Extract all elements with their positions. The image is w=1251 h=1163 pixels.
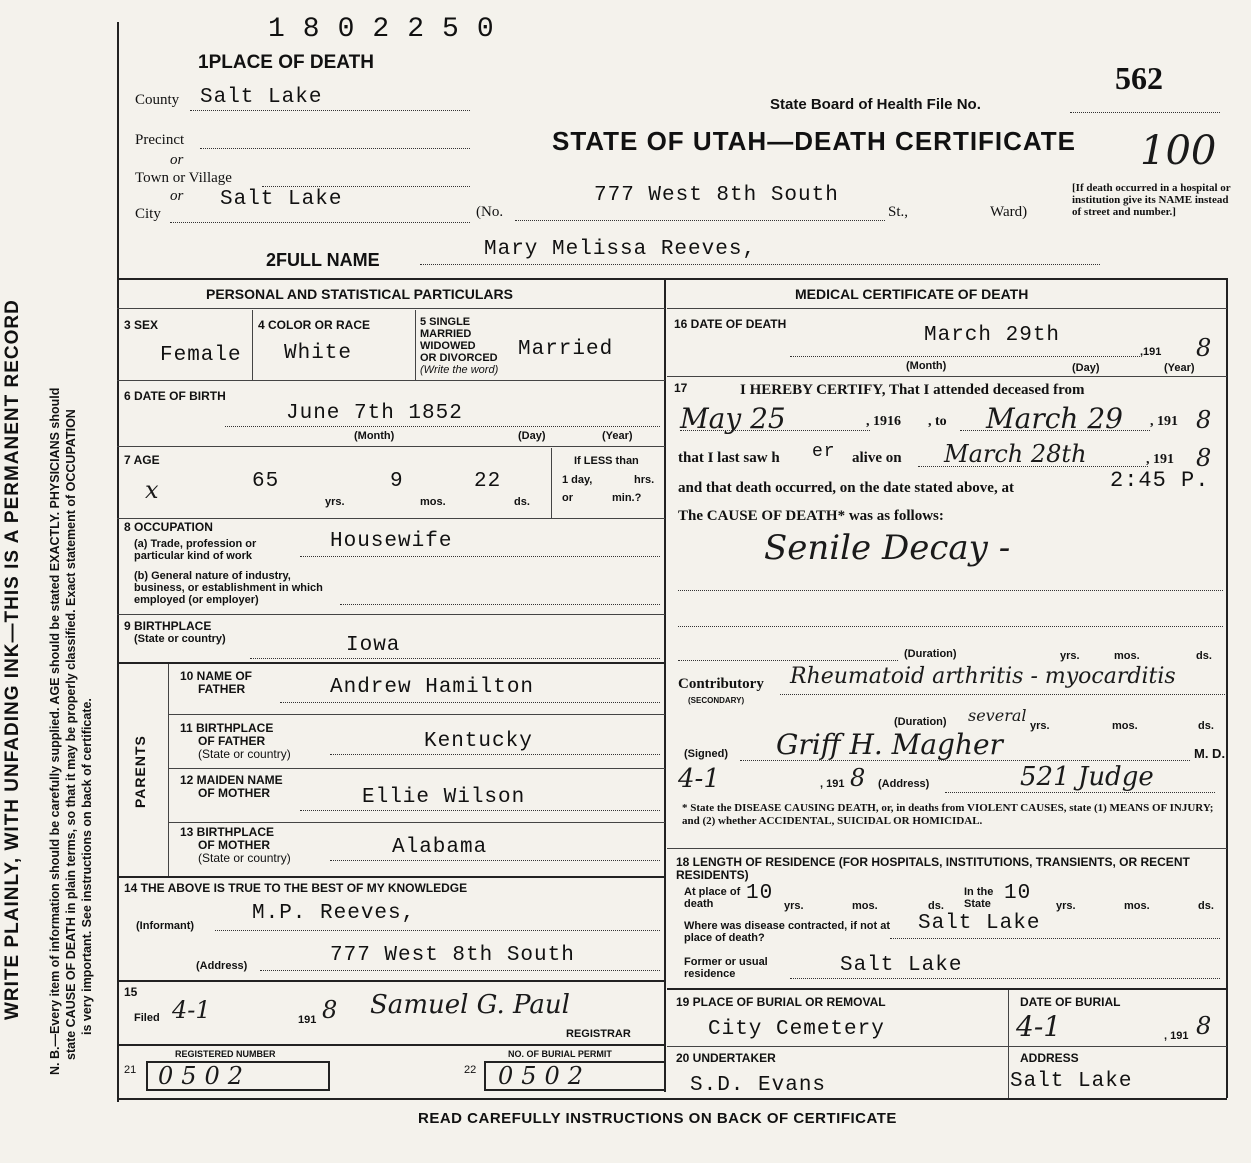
occupation-b-label: (b) General nature of industry, business, or establishment in which employed (or employer) bbox=[134, 570, 323, 606]
registrar-signature: Samuel G. Paul bbox=[370, 990, 570, 1020]
handwritten-number: 100 bbox=[1140, 128, 1217, 174]
residence-label: 18 LENGTH OF RESIDENCE (FOR HOSPITALS, INSTITUTIONS, TRANSIENTS, OR RECENT RESIDENTS) bbox=[676, 855, 1190, 882]
mother-name-value: Ellie Wilson bbox=[362, 786, 526, 809]
age-yrs-caption: yrs. bbox=[325, 496, 345, 508]
duration-caption-1: (Duration) bbox=[904, 648, 957, 660]
informant-address-caption: (Address) bbox=[196, 960, 248, 972]
less-day-label: 1 day, bbox=[562, 474, 593, 486]
informant-caption: (Informant) bbox=[136, 920, 195, 932]
permanent-record-banner: WRITE PLAINLY, WITH UNFADING INK—THIS IS A PERMANENT RECORD bbox=[2, 299, 23, 1020]
street-value: 777 West 8th South bbox=[594, 184, 839, 207]
physician-address-caption: (Address) bbox=[878, 778, 930, 790]
in-state-value: 10 bbox=[1004, 882, 1032, 905]
undertaker-value: S.D. Evans bbox=[690, 1074, 827, 1097]
duration1-mos: mos. bbox=[1114, 650, 1140, 662]
registrar-label: REGISTRAR bbox=[566, 1028, 631, 1040]
contributory-value: Rheumatoid arthritis - myocarditis bbox=[790, 664, 1176, 689]
burial-place-value: City Cemetery bbox=[708, 1018, 885, 1041]
duration2-ds: ds. bbox=[1198, 720, 1214, 732]
race-value: White bbox=[284, 342, 353, 365]
instructions-note-line1: N. B.—Every item of information should be carefully supplied. AGE should be stated EXACTLY. PHYSICIANS should bbox=[48, 387, 62, 1075]
cause-value: Senile Decay - bbox=[764, 528, 1011, 568]
burial-year-suffix: 8 bbox=[1196, 1012, 1212, 1040]
center-divider bbox=[664, 278, 666, 1092]
min-label: min.? bbox=[612, 492, 642, 504]
duration1-ds: ds. bbox=[1196, 650, 1212, 662]
signature-date: 4-1 bbox=[678, 764, 720, 794]
street-number-label: (No. bbox=[476, 204, 504, 220]
filed-number: 15 bbox=[124, 985, 138, 999]
marital-value: Married bbox=[518, 338, 614, 361]
alive-on-year: , 191 bbox=[1146, 452, 1174, 467]
personal-header: PERSONAL AND STATISTICAL PARTICULARS bbox=[206, 286, 513, 302]
less-than-label: If LESS than bbox=[574, 455, 639, 467]
filed-date: 4-1 bbox=[172, 996, 211, 1024]
attended-to-year: , 191 bbox=[1150, 414, 1178, 429]
dob-year-caption: (Year) bbox=[602, 430, 633, 442]
file-number: 562 bbox=[1115, 60, 1163, 96]
filed-year-prefix: 191 bbox=[298, 1014, 317, 1026]
contracted-value: Salt Lake bbox=[918, 912, 1041, 935]
mother-birthplace-value: Alabama bbox=[392, 836, 488, 859]
at-place-mos: mos. bbox=[852, 900, 878, 912]
dod-value: March 29th bbox=[924, 324, 1061, 347]
death-time: 2:45 P. bbox=[1110, 468, 1210, 493]
physician-signature: Griff H. Magher bbox=[776, 728, 1003, 761]
hospital-note: [If death occurred in a hospital or institution give its NAME instead of street and number.] bbox=[1072, 182, 1231, 218]
informant-value: M.P. Reeves, bbox=[252, 902, 416, 925]
former-residence-value: Salt Lake bbox=[840, 954, 963, 977]
father-name-label: 10 NAME OF FATHER bbox=[180, 669, 253, 696]
signature-year: , 191 bbox=[820, 778, 845, 790]
dod-day-caption: (Day) bbox=[1072, 362, 1100, 374]
dod-year-suffix: 8 bbox=[1196, 334, 1212, 362]
burial-permit-label: NO. OF BURIAL PERMIT bbox=[508, 1049, 612, 1059]
undertaker-label: 20 UNDERTAKER bbox=[676, 1051, 776, 1065]
city-label: City bbox=[135, 206, 161, 222]
ward-label: Ward) bbox=[990, 204, 1028, 220]
race-label: 4 COLOR OR RACE bbox=[258, 318, 371, 332]
contracted-label: Where was disease contracted, if not at place of death? bbox=[684, 920, 891, 944]
street-label: St., bbox=[888, 204, 909, 220]
duration1-yrs: yrs. bbox=[1060, 650, 1080, 662]
dod-month-caption: (Month) bbox=[906, 360, 947, 372]
dod-label: 16 DATE OF DEATH bbox=[674, 317, 787, 331]
serial-number: 1802250 bbox=[268, 14, 512, 45]
burial-place-label: 19 PLACE OF BURIAL OR REMOVAL bbox=[676, 995, 886, 1009]
undertaker-address-value: Salt Lake bbox=[1010, 1070, 1133, 1093]
age-days: 22 bbox=[474, 470, 502, 493]
dob-value: June 7th 1852 bbox=[286, 402, 463, 425]
table-top-border bbox=[117, 278, 1227, 280]
footer-instructions: READ CAREFULLY INSTRUCTIONS ON BACK OF CERTIFICATE bbox=[418, 1110, 897, 1127]
sex-value: Female bbox=[160, 344, 242, 367]
former-residence-label: Former or usual residence bbox=[684, 956, 768, 980]
in-state-ds: ds. bbox=[1198, 900, 1214, 912]
contributory-label: Contributory bbox=[678, 676, 764, 692]
father-birthplace-label: 11 BIRTHPLACE OF FATHER (State or country) bbox=[180, 721, 291, 761]
in-state-mos: mos. bbox=[1124, 900, 1150, 912]
physician-address-value: 521 Judge bbox=[1020, 762, 1154, 792]
duration2-yrs: yrs. bbox=[1030, 720, 1050, 732]
birthplace-value: Iowa bbox=[346, 634, 401, 657]
hrs-label: hrs. bbox=[634, 474, 655, 486]
age-mark: x bbox=[145, 476, 159, 504]
full-name-value: Mary Melissa Reeves, bbox=[484, 238, 757, 261]
attended-to: March 29 bbox=[986, 402, 1123, 435]
parents-label: PARENTS bbox=[132, 735, 148, 808]
file-number-label: State Board of Health File No. bbox=[770, 96, 981, 113]
duration2-mos: mos. bbox=[1112, 720, 1138, 732]
dod-year-prefix: ,191 bbox=[1140, 346, 1162, 358]
birthplace-label: 9 BIRTHPLACE bbox=[124, 619, 212, 633]
certify-number: 17 bbox=[674, 381, 688, 395]
alive-on-label: alive on bbox=[852, 450, 902, 466]
registered-number-value: 0502 bbox=[158, 1062, 252, 1090]
attended-from-year: , 1916 bbox=[866, 414, 901, 429]
mother-birthplace-label: 13 BIRTHPLACE OF MOTHER (State or country) bbox=[180, 825, 291, 865]
form-right-border bbox=[1226, 278, 1228, 1098]
occupation-value: Housewife bbox=[330, 530, 453, 553]
secondary-caption: (SECONDARY) bbox=[688, 696, 745, 705]
alive-on-date: March 28th bbox=[944, 440, 1087, 468]
in-state-yrs: yrs. bbox=[1056, 900, 1076, 912]
signature-year-suffix: 8 bbox=[850, 764, 866, 792]
instructions-note-line3: is very important. See instructions on back of certificate. bbox=[80, 698, 94, 1035]
occupation-label: 8 OCCUPATION bbox=[124, 520, 213, 534]
town-label: Town or Village bbox=[135, 170, 232, 186]
burial-year: , 191 bbox=[1164, 1030, 1189, 1042]
at-place-value: 10 bbox=[746, 882, 774, 905]
or-min-label: or bbox=[562, 492, 573, 504]
dob-label: 6 DATE OF BIRTH bbox=[124, 389, 226, 403]
in-state-label: In the State bbox=[964, 886, 994, 910]
signed-caption: (Signed) bbox=[684, 748, 728, 760]
informant-address-value: 777 West 8th South bbox=[330, 944, 575, 967]
father-name-value: Andrew Hamilton bbox=[330, 676, 535, 699]
age-months: 9 bbox=[390, 470, 404, 493]
dob-day-caption: (Day) bbox=[518, 430, 546, 442]
registered-number-label: REGISTERED NUMBER bbox=[175, 1049, 276, 1059]
to-label: , to bbox=[928, 414, 947, 429]
duration2-value: several bbox=[968, 706, 1027, 725]
age-label: 7 AGE bbox=[124, 453, 160, 467]
duration-caption-2: (Duration) bbox=[894, 716, 947, 728]
city-value: Salt Lake bbox=[220, 188, 343, 211]
death-occurred-label: and that death occurred, on the date stated above, at bbox=[678, 480, 1014, 496]
at-place-ds: ds. bbox=[928, 900, 944, 912]
informant-header: 14 THE ABOVE IS TRUE TO THE BEST OF MY KNOWLEDGE bbox=[124, 881, 468, 895]
footnote: * State the DISEASE CAUSING DEATH, or, in deaths from VIOLENT CAUSES, state (1) MEANS OF INJURY; and (2) whether ACCIDENTAL, SUICIDAL OR HOMICIDAL. bbox=[682, 802, 1214, 827]
at-place-yrs: yrs. bbox=[784, 900, 804, 912]
attended-from: May 25 bbox=[680, 402, 786, 435]
form-left-border bbox=[117, 22, 119, 1102]
full-name-label: 2FULL NAME bbox=[266, 250, 380, 270]
burial-permit-index: 22 bbox=[464, 1064, 477, 1076]
or-label-1: or bbox=[170, 152, 184, 168]
registered-number-index: 21 bbox=[124, 1064, 137, 1076]
occupation-a-label: (a) Trade, profession or particular kind of work bbox=[134, 538, 257, 562]
last-saw-label: that I last saw h bbox=[678, 450, 780, 466]
age-ds-caption: ds. bbox=[514, 496, 530, 508]
certificate-title: STATE OF UTAH—DEATH CERTIFICATE bbox=[552, 126, 1076, 156]
cause-label: The CAUSE OF DEATH* was as follows: bbox=[678, 508, 944, 524]
age-mos-caption: mos. bbox=[420, 496, 446, 508]
burial-date-label: DATE OF BURIAL bbox=[1020, 995, 1121, 1009]
medical-header: MEDICAL CERTIFICATE OF DEATH bbox=[795, 286, 1029, 302]
attended-to-year-suffix: 8 bbox=[1196, 406, 1212, 434]
precinct-label: Precinct bbox=[135, 132, 185, 148]
certify-statement: I HEREBY CERTIFY, That I attended deceased from bbox=[740, 382, 1085, 398]
or-label-2: or bbox=[170, 188, 184, 204]
alive-on-year-suffix: 8 bbox=[1196, 444, 1212, 472]
filed-label: Filed bbox=[134, 1012, 160, 1024]
dod-year-caption: (Year) bbox=[1164, 362, 1195, 374]
county-label: County bbox=[135, 92, 180, 108]
burial-date-value: 4-1 bbox=[1016, 1010, 1062, 1043]
md-label: M. D. bbox=[1194, 746, 1226, 761]
place-of-death-heading: 1PLACE OF DEATH bbox=[198, 52, 374, 73]
filed-year-suffix: 8 bbox=[322, 996, 338, 1024]
marital-label: 5 SINGLE MARRIED WIDOWED OR DIVORCED (Write the word) bbox=[420, 316, 499, 376]
last-saw-er: er bbox=[812, 442, 836, 462]
county-value: Salt Lake bbox=[200, 86, 323, 109]
dob-month-caption: (Month) bbox=[354, 430, 395, 442]
age-years: 65 bbox=[252, 470, 280, 493]
birthplace-caption: (State or country) bbox=[134, 633, 226, 645]
at-place-label: At place of death bbox=[684, 886, 741, 910]
burial-permit-value: 0502 bbox=[498, 1062, 592, 1090]
mother-name-label: 12 MAIDEN NAME OF MOTHER bbox=[180, 773, 283, 800]
father-birthplace-value: Kentucky bbox=[424, 730, 533, 753]
instructions-note-line2: state CAUSE OF DEATH in plain terms, so that it may be properly classified. Exact statement of OCCUPATION bbox=[64, 409, 78, 1060]
undertaker-address-label: ADDRESS bbox=[1020, 1051, 1079, 1065]
sex-label: 3 SEX bbox=[124, 318, 159, 332]
